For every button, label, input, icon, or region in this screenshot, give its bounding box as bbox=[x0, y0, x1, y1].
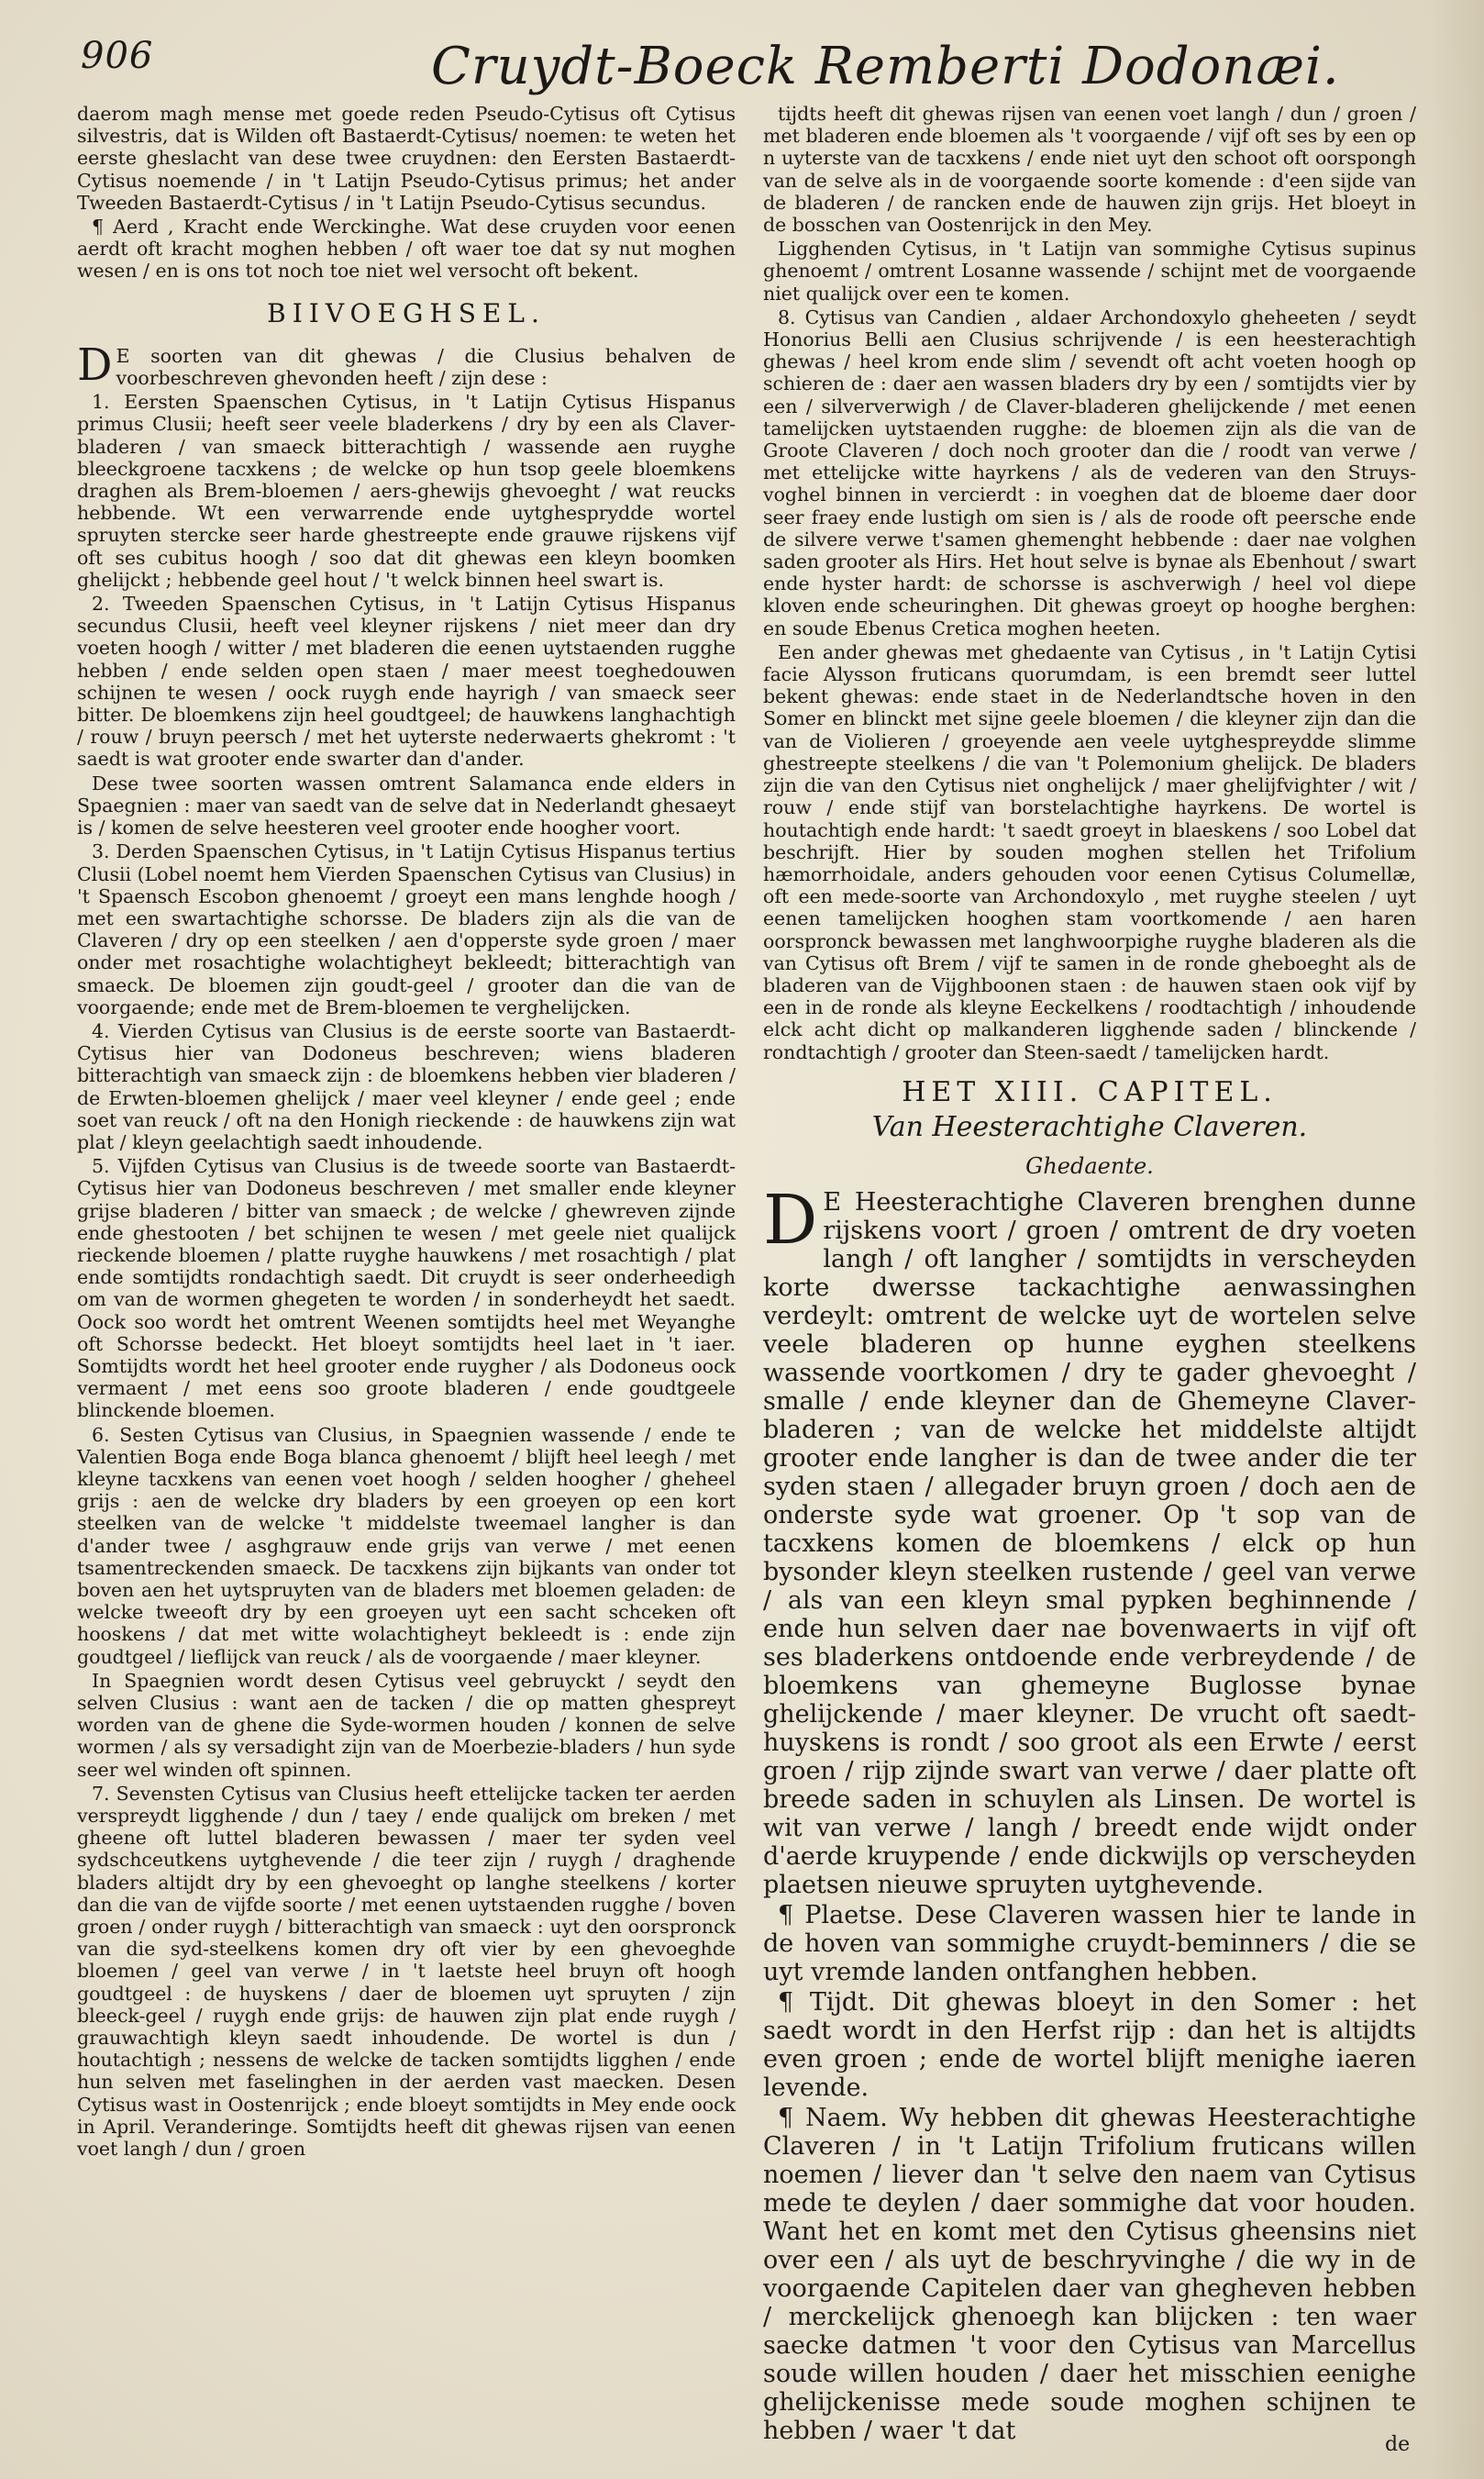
paragraph: tijdts heeft dit ghewas rijsen van eenen voet langh / dun / groen / met bladeren ende bloemen als 't voorgaende / vijf oft ses by een op n uyterste van de tacxkens / ende niet uyt den schoot oft oorspongh van de selve als in de voorgaende soorte komende : d'een sijde van de bladeren / de rancken ende de hauwen zijn grijs. Het bloeyt in de bosschen van Oostenrijck in den Mey. bbox=[763, 103, 1416, 237]
right-column bbox=[763, 103, 1416, 2446]
section-intro-text: E soorten van dit ghewas / die Clusius behalven de voorbeschreven ghevonden heeft / zijn dese : bbox=[116, 344, 736, 390]
page-number: 906 bbox=[81, 35, 154, 77]
chapter-first-paragraph bbox=[763, 1181, 1416, 1900]
paragraph: ¶ Tijdt. Dit ghewas bloeyt in den Somer : het saedt wordt in den Herfst rijp : dan het is altijdts even groen ; ende de wortel blijft menighe iaeren levende. bbox=[763, 1988, 1416, 2103]
paragraph: 7. Sevensten Cytisus van Clusius heeft ettelijcke tacken ter aerden verspreydt ligghende / dun / taey / ende qualijck om breken / met gheene oft luttel bladeren bewassen / maer ter syden veel sydschceutkens uytghevende / die teer zijn / ruygh / draghende bladers altijdt dry by een ghevoeght op langhe steelkens / korter dan die van de vijfde soorte / met eenen uytstaenden rugghe / boven groen / onder ruygh / bitterachtigh van smaeck : uyt den oorspronck van die syd-steelkens komen dry oft vier by een ghevoeghde bloemen / geel van verwe / in 't laetste heel bruyn oft hoogh goudtgeel : de huyskens / daer de bloemen uyt spruyten / zijn bleeck-geel / ruygh ende grijs: de hauwen zijn plat ende ruygh / grauwachtigh kleyn saedt inhoudende. De wortel is dun / houtachtigh ; nessens de welcke de tacken somtijdts ligghen / ende hun selven met faselinghen in der aerden vast maecken. Desen Cytisus wast in Oostenrijck ; ende bloeyt somtijdts in Mey ende oock in April. Veranderinge. Somtijdts heeft dit ghewas rijsen van eenen voet langh / dun / groen bbox=[77, 1782, 736, 2161]
paragraph: Ligghenden Cytisus, in 't Latijn van sommighe Cytisus supinus ghenoemt / omtrent Losanne wassende / schijnt met de voorgaende niet qualijck over een te komen. bbox=[763, 238, 1416, 305]
page-edge-shading bbox=[1429, 0, 1484, 2479]
intro-paragraph: ¶ Aerd , Kracht ende Werckinghe. Wat dese cruyden voor eenen aerdt oft kracht moghen hebben / oft waer toe dat sy nut moghen wesen / en is ons tot noch toe niet wel versocht oft bekent. bbox=[77, 216, 736, 283]
drop-initial: D bbox=[77, 339, 113, 391]
intro-paragraph: daerom magh mense met goede reden Pseudo-Cytisus oft Cytisus silvestris, dat is Wilden oft Bastaerdt-Cytisus/ noemen: te weten het eerste gheslacht van dese twee cruydnen: den Eersten Bastaerdt-Cytisus noemende / in 't Latijn Pseudo-Cytisus primus; het ander Tweeden Bastaerdt-Cytisus / in 't Latijn Pseudo-Cytisus secundus. bbox=[77, 103, 736, 214]
chapter-first-text: E Heesterachtighe Claveren brenghen dunne rijskens voort / groen / omtrent de dry voeten langh / oft langher / somtijdts in verscheyden korte dwersse tackachtighe aenwassinghen verdeylt: omtrent de welcke uyt de wortelen selve veele bladeren op hunne eyghen steelkens wassende voortkomen / dry te gader ghevoeght / smalle / ende kleyner dan de Ghemeyne Claver-bladeren ; van de welcke het middelste altijdt grooter ende langher is dan de twee ander die ter syden staen / allegader bruyn groen / doch aen de onderste syde wat groener. Op 't sop van de tacxkens komen de bloemkens / elck op hun bysonder kleyn steelken rustende / geel van verwe / als van een kleyn smal pypken beghinnende / ende hun selven daer nae bovenwaerts in vijf oft ses bladerkens ontdoende ende verbreydende / de bloemkens van ghemeyne Buglosse bynae ghelijckende / maer kleyner. De vrucht oft saedt-huyskens is rondt / soo groot als een Erwte / eerst groen / rijp zijnde swart van verwe / daer platte oft breede saden in schuylen als Linsen. De wortel is wit van verwe / langh / breedt ende wijdt onder d'aerde kruypende / ende dickwijls op verscheyden plaetsen nieuwe spruyten uytghevende. bbox=[763, 1188, 1416, 1900]
section-intro bbox=[77, 339, 736, 391]
paragraph: In Spaegnien wordt desen Cytisus veel gebruyckt / seydt den selven Clusius : want aen de tacken / die op matten ghespreyt worden van de ghene die Syde-wormen houden / konnen de selve wormen / als sy versadight zijn van de Moerbezie-bladers / hun syde seer wel winden oft spinnen. bbox=[77, 1669, 736, 1781]
paragraph: 2. Tweeden Spaenschen Cytisus, in 't Latijn Cytisus Hispanus secundus Clusii, heeft veel kleyner rijskens / niet meer dan dry voeten hoogh / witter / met bladeren die eenen uytstaenden rugghe hebben / ende selden open staen / maer meest toeghedouwen schijnen te wesen / oock ruygh ende hayrigh / van smaeck seer bitter. De bloemkens zijn heel goudtgeel; de hauwkens langhachtigh / rouw / bruyn peersch / met het uyterste nederwaerts ghekromt : 't saedt is wat grooter ende swarter dan d'ander. bbox=[77, 593, 736, 771]
paragraph: 8. Cytisus van Candien , aldaer Archondoxylo gheheeten / seydt Honorius Belli aen Clusius schrijvende / is een heesterachtigh ghewas / heel krom ende slim / sevendt oft acht voeten hoogh op schieren de : daer aen wassen bladers dry by een / somtijdts vier by een / silververwigh / de Claver-bladeren ghelijckende / met eenen tamelijcken uytstaenden rugghe: de bloemen zijn als die van de Groote Claveren / doch noch grooter dan die / roodt van verwe / met ettelijcke witte hayrkens / als de vederen van den Struys-voghel binnen in vercierdt : in voeghen dat de bloeme daer door seer fraey ende lustigh om sien is / als de roode oft peersche ende de silvere verwe t'samen ghemenght hebbende : daer nae volghen saden grooter als Hirs. Het hout selve is bynae als Ebenhout / swart ende hyster hardt: de schorsse is aschverwigh / heel vol diepe kloven ende scheuringhen. Dit ghewas groeyt op hooghe berghen: en soude Ebenus Cretica moghen heeten. bbox=[763, 306, 1416, 639]
chapter-paragraphs bbox=[763, 1901, 1416, 2445]
paragraph: 4. Vierden Cytisus van Clusius is de eerste soorte van Bastaerdt-Cytisus hier van Dodoneus beschreven; wiens bladeren bitterachtigh van smaeck zijn : de bloemkens hebben vier bladeren / de Erwten-bloemen ghelijck / maer veel kleyner / ende geel ; ende soet van reuck / oft na den Honigh rieckende : de hauwkens zijn wat plat / kleyn geelachtigh saedt inhoudende. bbox=[77, 1019, 736, 1153]
chapter-heading: HET XIII. CAPITEL. bbox=[902, 1075, 1278, 1108]
paragraph: 1. Eersten Spaenschen Cytisus, in 't Latijn Cytisus Hispanus primus Clusii; heeft seer veele bladerkens / dry by een als Claver-bladeren / van smaeck bitterachtigh / wassende aen ruyghe bleeckgroene tacxkens ; de welcke op hun tsop geele bloemkens draghen als Brem-bloemen / aers-ghewijs ghevoeght / wat reucks hebbende. Wt een verwarrende ende uytghesprydde wortel spruyten stercke seer harde ghestreepte ende grauwe rijskens vijf oft ses cubitus hoogh / soo dat dit ghewas een kleyn boomken ghelijckt ; hebbende geel hout / 't welck binnen heel swart is. bbox=[77, 391, 736, 591]
running-title: Cruydt-Boeck Remberti Dodonæi. bbox=[431, 37, 1340, 96]
left-column bbox=[77, 103, 736, 2415]
paragraph: 6. Sesten Cytisus van Clusius, in Spaegnien wassende / ende te Valentien Boga ende Boga blanca ghenoemt / blijft heel leegh / met kleyne tacxkens van eenen voet hoogh / selden hoogher / gheheel grijs : aen de welcke dry bladers by een groeyen op een kort steelken van de welcke 't middelste tweemael langher is dan d'ander twee / asghgrauw ende grijs van verwe / met eenen tsamentreckenden smaeck. De tacxkens zijn bijkants van onder tot boven aen het uytspruyten van de bladers met bloemen geladen: de welcke tweeoft dry by een groeyen uyt een sacht schceken oft hooskens / dat met witte wolachtigheyt bekleedt is : ende zijn goudtgeel / lieflijck van reuck / als de voorgaende / maer kleyner. bbox=[77, 1423, 736, 1668]
paragraph: Een ander ghewas met ghedaente van Cytisus , in 't Latijn Cytisi facie Alysson fruticans quorumdam, is een bremdt seer luttel bekent ghewas: ende staet in de Nederlandtsche hoven in den Somer en blinckt met sijne geele bloemen / die kleyner zijn dan die van de Violieren / groeyende aen veele uytghespreydde slimme ghestreepte steelkens / die van 't Polemonium ghelijck. De bladers zijn die van den Cytisus niet onghelijck / maer ghelijfvighter / wit / rouw / ende stijf van borstelachtighe hayrkens. De wortel is houtachtigh ende hardt: 't saedt groeyt in blaeskens / soo Lobel dat beschrijft. Hier by souden moghen stellen het Trifolium hæmorrhoidale, anders gehouden voor eenen Cytisus Columellæ, oft een mede-soorte van Archondoxylo , met ruyghe steelen / uyt eenen tamelijcken hooghen stam voortkomende / aen haren oorspronck bewassen met langhwoorpighe ruyghe bladeren als die van Cytisus oft Brem / vijf te samen in de ronde gheboeght als de bladeren van de Vijghboonen staen : de hauwen staen ook vijf by een in de ronde als kleyne Eeckelkens / roodtachtigh / inhoudende elck acht dicht op malkanderen ligghende saden / blinckende / rondtachtigh / grooter dan Steen-saedt / tamelijcken hardt. bbox=[763, 640, 1416, 1063]
section-items bbox=[77, 391, 736, 2160]
section-heading: BIIVOEGHSEL. bbox=[267, 297, 546, 328]
chapter-body bbox=[763, 1181, 1416, 2446]
catchword: de bbox=[1385, 2433, 1411, 2456]
paragraph: ¶ Naem. Wy hebben dit ghewas Heesterachtighe Claveren / in 't Latijn Trifolium fruticans willen noemen / liever dan 't selve den naem van Cytisus mede te deylen / daer sommighe dat voor houden. Want het en komt met den Cytisus gheensins niet over een / als uyt de beschryvinghe / die wy in de voorgaende Capitelen daer van ghegheven hebben / merckelijck ghenoegh kan blijcken : ten waer saecke datmen 't voor den Cytisus van Marcellus soude willen houden / daer het misschien eenighe ghelijckenisse mede soude moghen schijnen te hebben / waer 't dat bbox=[763, 2104, 1416, 2446]
paragraph: 5. Vijfden Cytisus van Clusius is de tweede soorte van Bastaerdt-Cytisus hier van Dodoneus beschreven / met smaller ende kleyner grijse bladeren / bitter van smaeck ; de welcke / ghewreven zijnde ende ghestooten / bet schijnen te wesen / met geele niet qualijck rieckende bloemen / platte ruyghe hauwkens / met rosachtigh / plat ende somtijdts rondachtigh saedt. Dit cruydt is seer onderheedigh om van de wormen ghegeten te worden / in sonderheydt het saedt. Oock soo wordt het omtrent Weenen somtijdts heel met Weyanghe oft Schorsse bedeckt. Het bloeyt somtijdts heel laet in 't iaer. Somtijdts wordt het heel grooter ende ruygher / als Dodoneus oock vermaent / met eens soo groote bladeren / ende goudtgeele blinckende bloemen. bbox=[77, 1155, 736, 1422]
chapter-title: Van Heesterachtighe Claveren. bbox=[871, 1110, 1308, 1143]
paragraph: Dese twee soorten wassen omtrent Salamanca ende elders in Spaegnien : maer van saedt van de selve dat in Nederlandt ghesaeyt is / komen de selve heesteren veel grooter ende hoogher voort. bbox=[77, 772, 736, 839]
paragraph: ¶ Plaetse. Dese Claveren wassen hier te lande in de hoven van sommighe cruydt-beminners / die se uyt vremde landen ontfanghen hebben. bbox=[763, 1901, 1416, 1987]
chapter-subheading: Ghedaente. bbox=[1025, 1153, 1154, 1180]
drop-initial: D bbox=[763, 1181, 818, 1261]
paragraph: 3. Derden Spaenschen Cytisus, in 't Latijn Cytisus Hispanus tertius Clusii (Lobel noemt hem Vierden Spaenschen Cytisus van Clusius) in 't Spaensch Escobon ghenoemt / groeyt een mans lenghde hoogh / met een swartachtighe schorsse. De bladers zijn als die van de Claveren / dry op een steelken / aen d'opperste syde groen / maer onder met rosachtighe wolachtigheyt bekleedt; bitterachtigh van smaeck. De bloemen zijn goudt-geel / grooter dan die van de voorgaende; ende met de Brem-bloemen te verghelijcken. bbox=[77, 840, 736, 1018]
right-top-paragraphs bbox=[763, 103, 1416, 1063]
